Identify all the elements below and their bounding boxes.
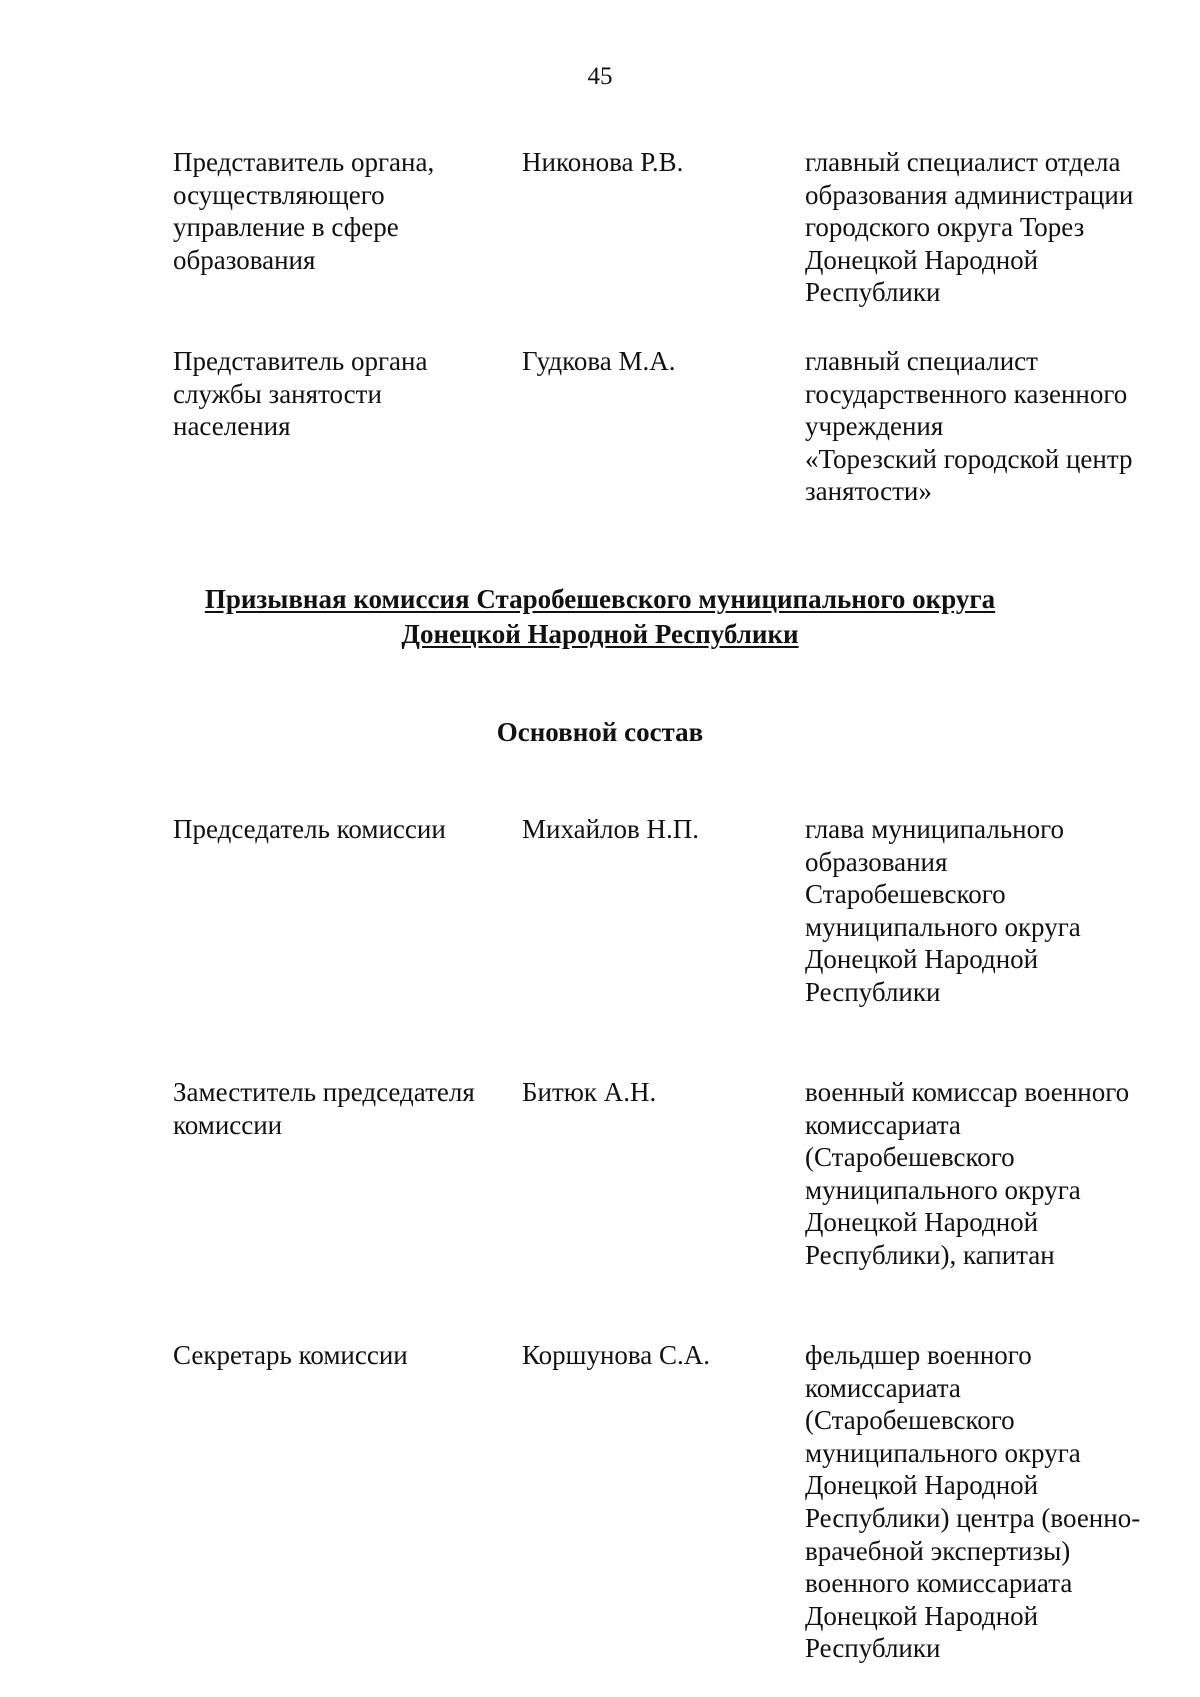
member-role: Секретарь комиссии <box>173 1340 408 1370</box>
page-number: 45 <box>587 63 613 90</box>
member-position: главный специалист государственного казенного учреждения «Торезский городской центр занятости» <box>805 346 1133 507</box>
member-name: Михайлов Н.П. <box>522 814 700 844</box>
member-position: фельдшер военного комиссариата (Старобешевского муниципального округа Донецкой Народной Республики) центра (военно- врачебной экспертизы) военного комиссариата Донецкой Народной Республики <box>805 1340 1141 1664</box>
member-name: Никонова Р.В. <box>522 147 684 177</box>
member-role: Представитель органа, осуществляющего управление в сфере образования <box>173 147 435 275</box>
section-title-line-2: Донецкой Народной Республики <box>401 619 799 649</box>
section-title <box>0 582 1200 652</box>
member-role: Заместитель председателя комиссии <box>173 1077 475 1140</box>
member-position: военный комиссар военного комиссариата (Старобешевского муниципального округа Донецкой Народной Республики), капитан <box>805 1077 1130 1270</box>
member-position: глава муниципального образования Старобешевского муниципального округа Донецкой Народной Республики <box>805 814 1081 1007</box>
subsection-title: Основной состав <box>496 717 704 747</box>
section-title-line-1: Призывная комиссия Старобешевского муниципального округа <box>204 584 996 614</box>
member-role: Представитель органа службы занятости населения <box>173 346 428 442</box>
member-role: Председатель комиссии <box>173 814 446 844</box>
member-position: главный специалист отдела образования администрации городского округа Торез Донецкой Народной Республики <box>805 147 1134 308</box>
member-name: Битюк А.Н. <box>522 1077 657 1107</box>
member-name: Коршунова С.А. <box>522 1340 711 1370</box>
member-name: Гудкова М.А. <box>522 346 676 376</box>
